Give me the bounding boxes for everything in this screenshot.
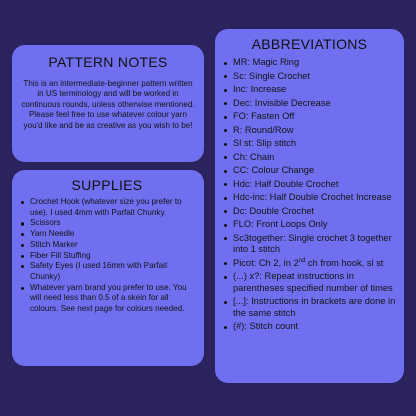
supplies-title: SUPPLIES: [71, 177, 143, 193]
abbreviation-r: R: Round/Row: [221, 125, 398, 137]
abbreviations-card: [215, 29, 404, 383]
picot-text-start: Picot: Ch 2, in 2: [233, 257, 299, 268]
abbreviation-dec: Dec: Invisible Decrease: [221, 98, 398, 110]
pattern-notes-title: PATTERN NOTES: [48, 54, 168, 70]
abbreviation-sc3together: Sc3together: Single crochet 3 together into 1 stitch: [221, 233, 398, 256]
abbreviations-title: ABBREVIATIONS: [251, 36, 368, 52]
picot-superscript: nd: [298, 257, 306, 264]
abbreviation-mr: MR: Magic Ring: [221, 57, 398, 69]
supplies-item-fiber-fill: Fiber Fill Stuffing: [18, 251, 196, 262]
supplies-item-stitch-marker: Stitch Marker: [18, 240, 196, 251]
supplies-item-yarn-needle: Yarn Needle: [18, 229, 196, 240]
abbreviation-flo: FLO: Front Loops Only: [221, 219, 398, 231]
abbreviation-picot: [221, 258, 398, 270]
pattern-notes-body: This is an intermediate-beginner pattern written in US terminology and will be worked in continuous rounds, unless otherwise mentioned. Please feel free to use whatever colour yarn you'd like and be as creative as you wish to be!: [21, 79, 195, 130]
pattern-notes-card: [12, 45, 204, 162]
picot-text-end: ch from hook, sl st: [305, 257, 384, 268]
abbreviation-hdc: Hdc: Half Double Crochet: [221, 179, 398, 191]
abbreviation-stitch-count: (#): Stitch count: [221, 321, 398, 333]
abbreviation-fo: FO: Fasten Off: [221, 111, 398, 123]
abbreviation-sc: Sc: Single Crochet: [221, 71, 398, 83]
abbreviation-inc: Inc: Increase: [221, 84, 398, 96]
supplies-item-scissors: Scissors: [18, 218, 196, 229]
supplies-card: [12, 170, 204, 366]
abbreviations-list: [221, 57, 398, 333]
abbreviation-ch: Ch: Chain: [221, 152, 398, 164]
supplies-item-crochet-hook: Crochet Hook (whatever size you prefer to use). I used 4mm with Parfait Chunky.: [18, 197, 196, 218]
abbreviation-brackets: [...]: Instructions in brackets are done in the same stitch: [221, 296, 398, 319]
abbreviation-cc: CC: Colour Change: [221, 165, 398, 177]
supplies-item-yarn: Whatever yarn brand you prefer to use. You will need less than 0.5 of a skein for all colours. See next page for colours needed.: [18, 283, 196, 315]
supplies-list: [18, 197, 196, 315]
abbreviation-repeat: (...) x?: Repeat instructions in parentheses specified number of times: [221, 271, 398, 294]
abbreviation-sl-st: Sl st: Slip stitch: [221, 138, 398, 150]
supplies-item-safety-eyes: Safety Eyes (I used 16mm with Parfait Chunky): [18, 261, 196, 282]
abbreviation-hdc-inc: Hdc-inc: Half Double Crochet Increase: [221, 192, 398, 204]
abbreviation-dc: Dc: Double Crochet: [221, 206, 398, 218]
